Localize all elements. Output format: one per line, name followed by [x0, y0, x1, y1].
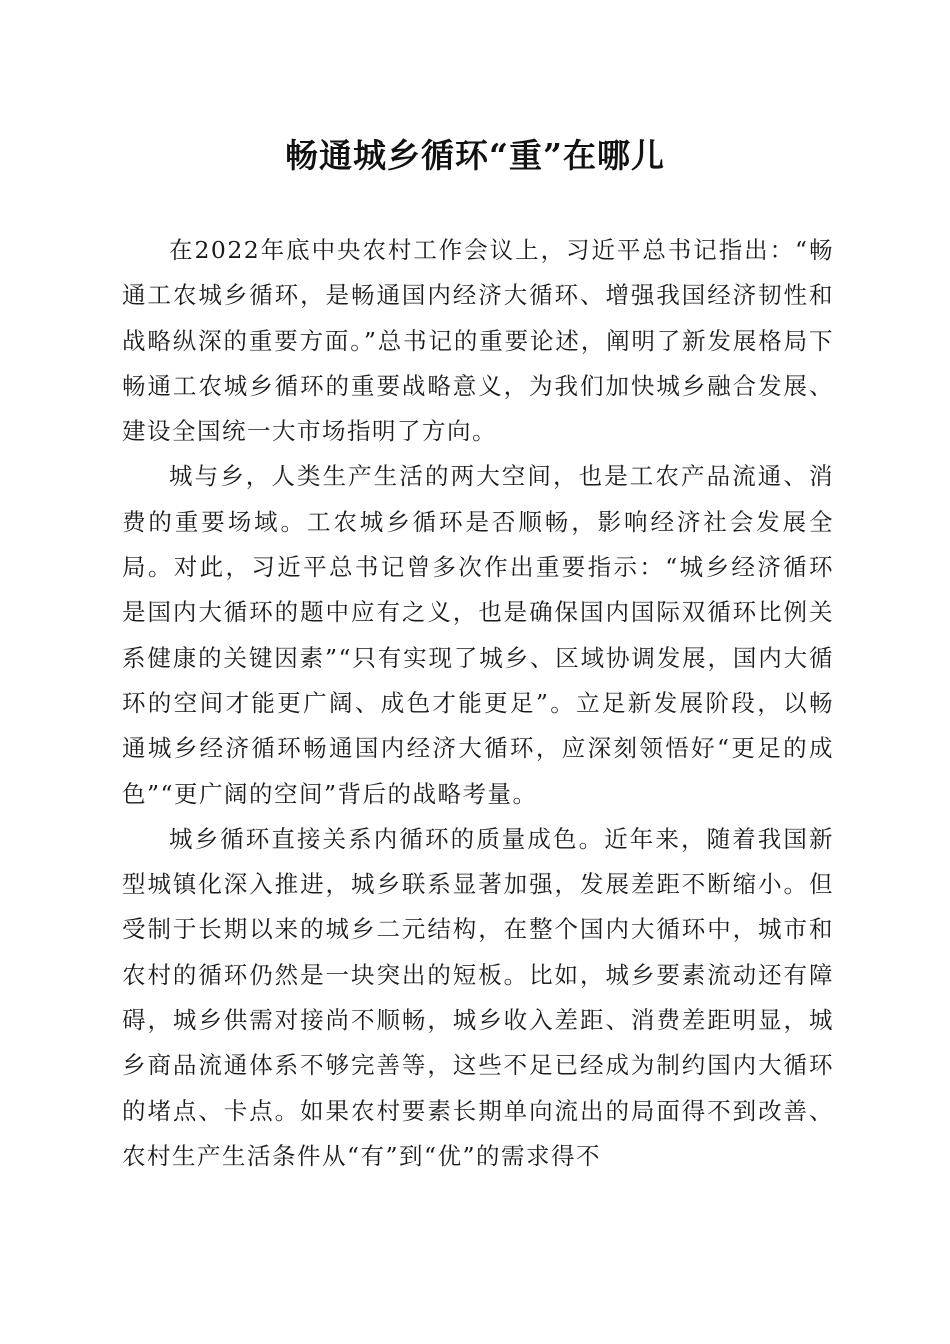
page-title: 畅通城乡循环“重”在哪儿: [285, 136, 665, 175]
paragraph-1: 在2022年底中央农村工作会议上，习近平总书记指出：“畅通工农城乡循环，是畅通国内经济大循环、增强我国经济韧性和战略纵深的重要方面。”总书记的重要论述，阐明了新发展格局下畅通工农城乡循环的重要战略意义，为我们加快城乡融合发展、建设全国统一大市场指明了方向。: [122, 236, 834, 446]
article-body: [122, 228, 834, 1179]
paragraph-2: 城与乡，人类生产生活的两大空间，也是工农产品流通、消费的重要场域。工农城乡循环是否顺畅，影响经济社会发展全局。对此，习近平总书记曾多次作出重要指示：“城乡经济循环是国内大循环的题中应有之义，也是确保国内国际双循环比例关系健康的关键因素”“只有实现了城乡、区域协调发展，国内大循环的空间才能更广阔、成色才能更足”。立足新发展阶段，以畅通城乡经济循环畅通国内经济大循环，应深刻领悟好“更足的成色”“更广阔的空间”背后的战略考量。: [122, 462, 834, 808]
paragraph-3: 城乡循环直接关系内循环的质量成色。近年来，随着我国新型城镇化深入推进，城乡联系显著加强，发展差距不断缩小。但受制于长期以来的城乡二元结构，在整个国内大循环中，城市和农村的循环仍然是一块突出的短板。比如，城乡要素流动还有障碍，城乡供需对接尚不顺畅，城乡收入差距、消费差距明显，城乡商品流通体系不够完善等，这些不足已经成为制约国内大循环的堵点、卡点。如果农村要素长期单向流出的局面得不到改善、农村生产生活条件从“有”到“优”的需求得不: [122, 824, 834, 1170]
